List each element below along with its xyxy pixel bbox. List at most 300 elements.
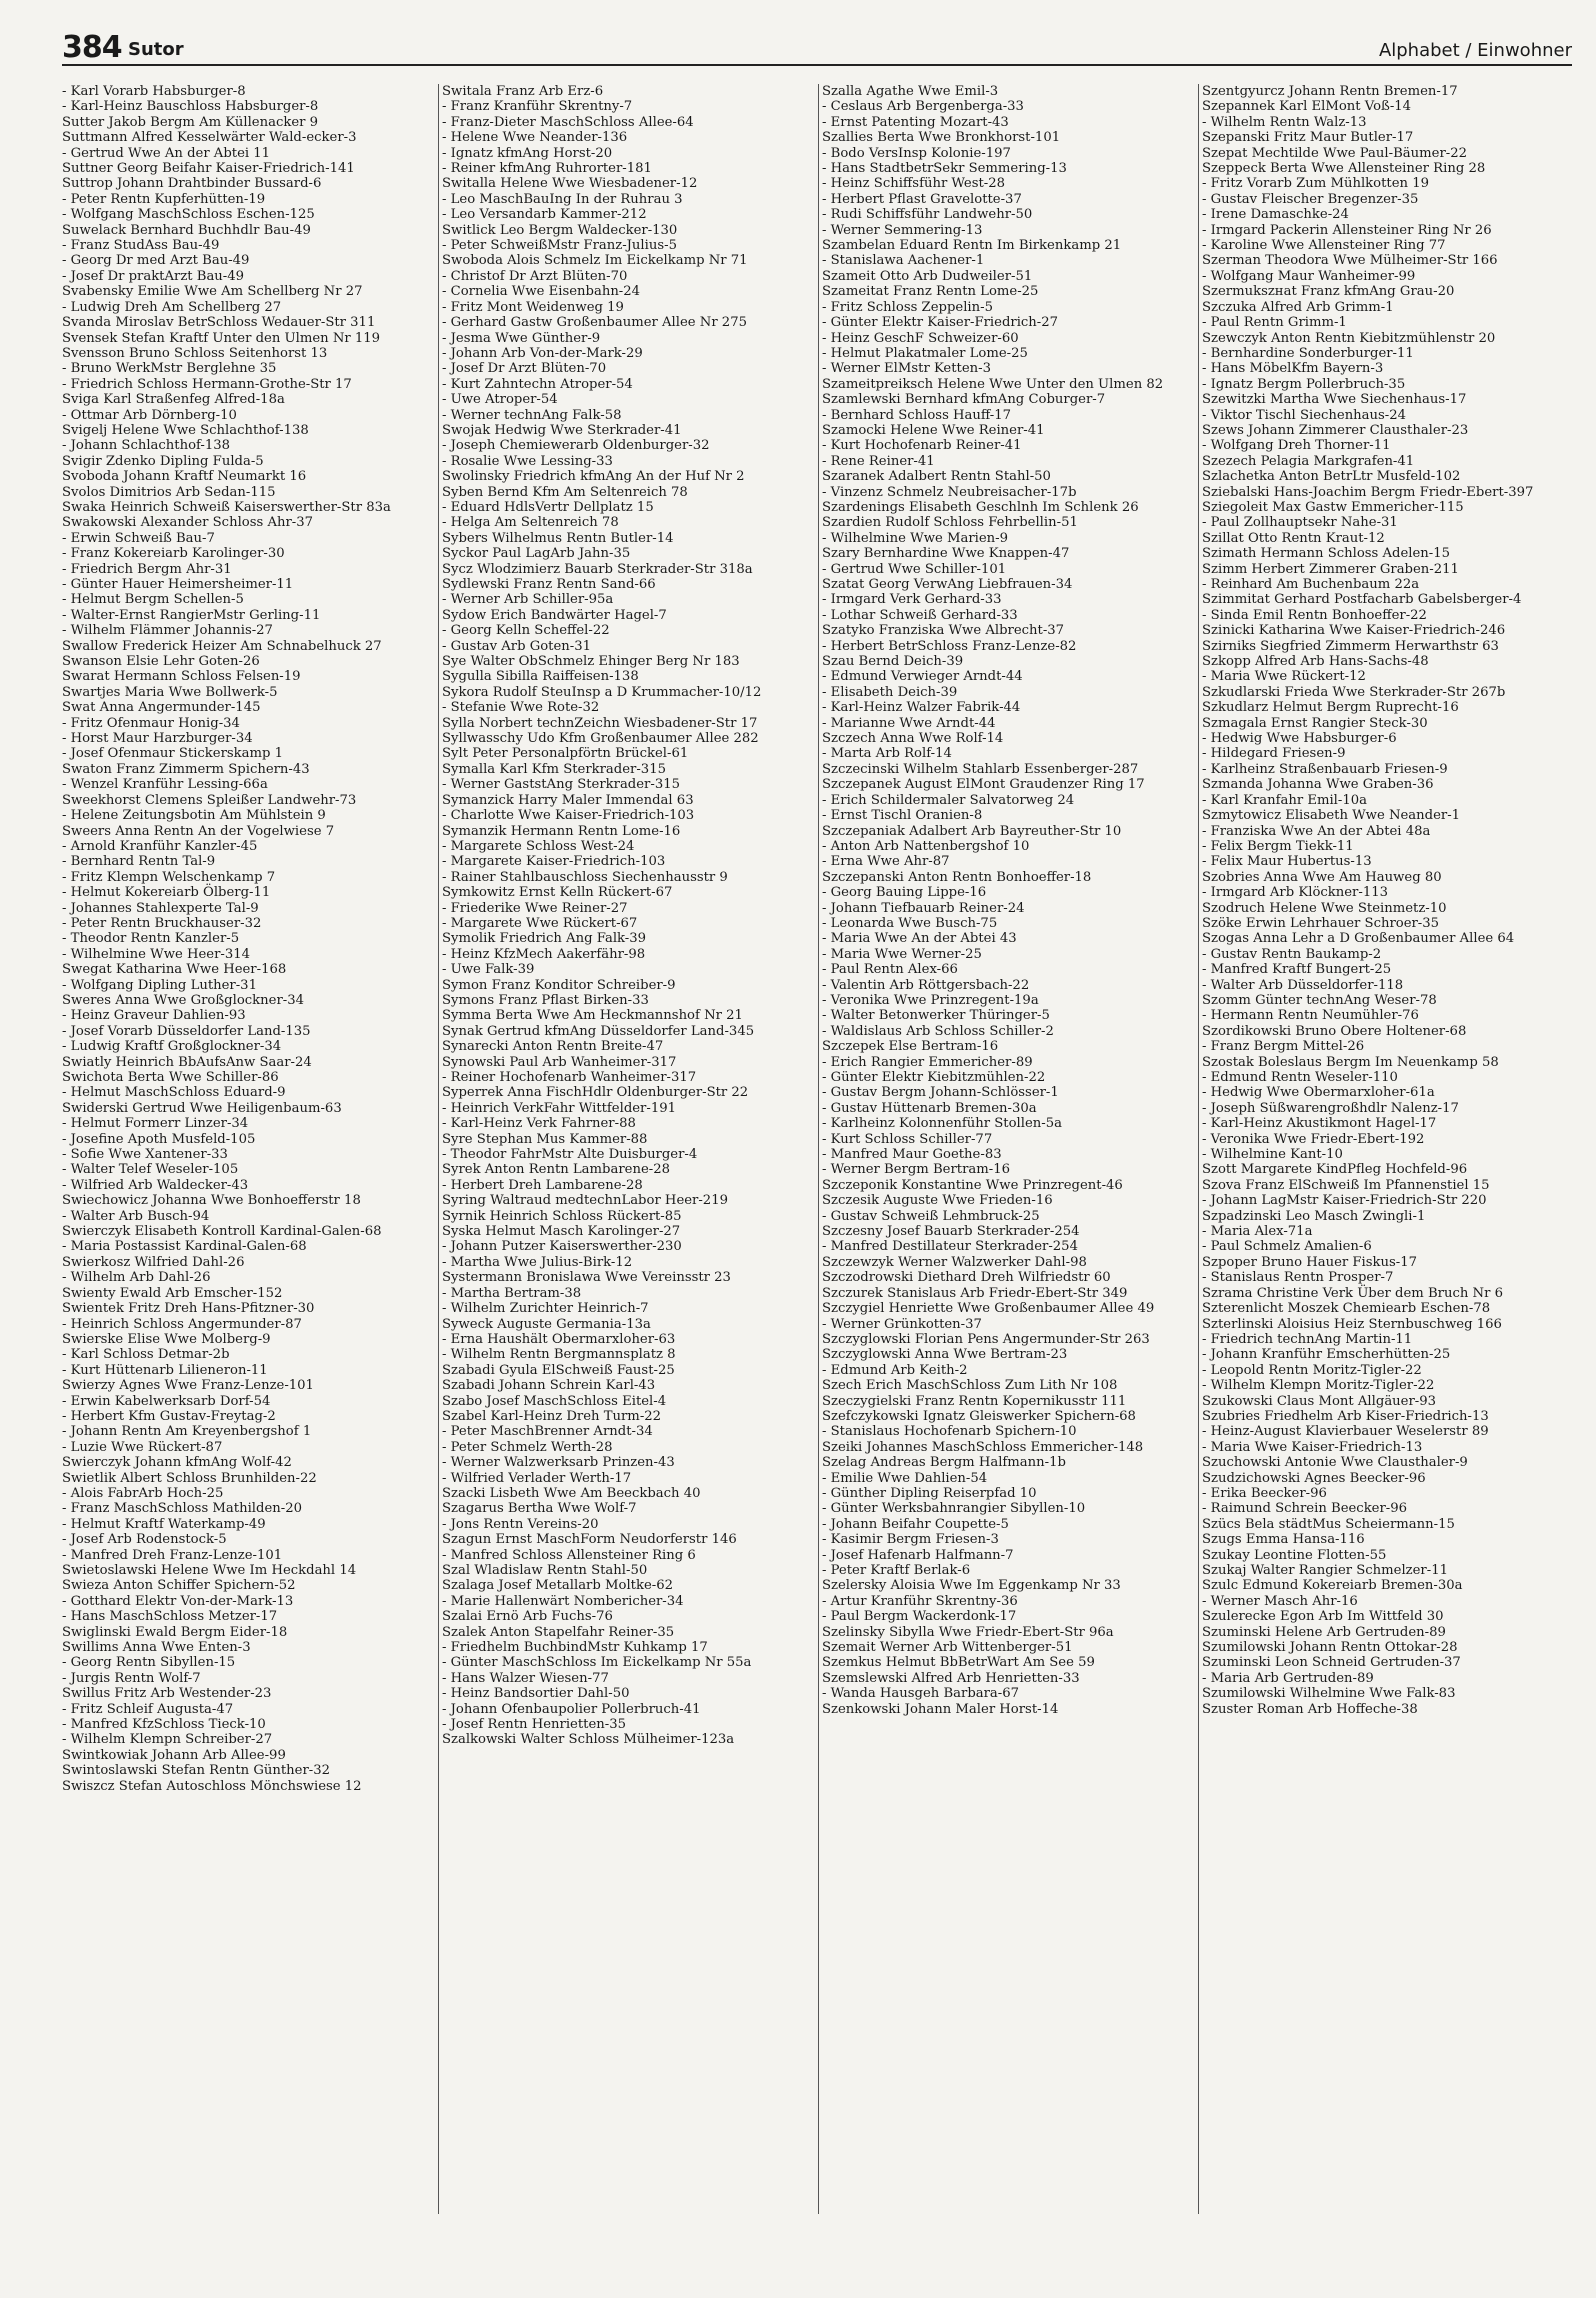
directory-entry: - Manfred Kraftf Bungert-25 [1202, 962, 1392, 978]
directory-entry: - Marie Hallenwärt Nombericher-34 [442, 1593, 684, 1609]
directory-entry: - Fritz Vorarb Zum Mühlkotten 19 [1202, 176, 1429, 192]
directory-entry: - Gertrud Wwe An der Abtei 11 [62, 145, 271, 161]
directory-entry: - Josefine Apoth Musfeld-105 [62, 1131, 256, 1147]
directory-entry: - Helmut Bergm Schellen-5 [62, 592, 244, 608]
directory-entry: - Günther Dipling Reiserpfad 10 [822, 1485, 1037, 1501]
directory-entry: - Veronika Wwe Prinzregent-19a [822, 992, 1039, 1008]
directory-entry: - Hedwig Wwe Obermarxloher-61a [1202, 1085, 1435, 1101]
directory-entry: - Johann Schlachthof-138 [62, 438, 231, 454]
directory-entry: - Günter Elektr Kaiser-Friedrich-27 [822, 315, 1059, 331]
directory-entry: Swiderski Gertrud Wwe Heiligenbaum-63 [62, 1100, 342, 1116]
directory-entry: Syben Bernd Kfm Am Seltenreich 78 [442, 484, 688, 500]
directory-entry: Szkudlarz Helmut Bergm Ruprecht-16 [1202, 700, 1459, 716]
directory-entry: - Leo MaschBauIng In der Ruhrau 3 [442, 191, 683, 207]
directory-entry: - Reiner kfmAng Ruhrorter-181 [442, 161, 652, 177]
directory-entry: - Wilfried Arb Waldecker-43 [62, 1177, 249, 1193]
directory-entry: Swieza Anton Schiffer Spichern-52 [62, 1578, 296, 1594]
directory-entry: - Jons Rentn Vereins-20 [442, 1516, 599, 1532]
directory-entry: - Edmund Verwieger Arndt-44 [822, 669, 1023, 685]
directory-entry: - Josef Hafenarb Halfmann-7 [822, 1547, 1014, 1563]
directory-entry: Szary Bernhardine Wwe Knappen-47 [822, 546, 1070, 562]
directory-entry: Swintoslawski Stefan Rentn Günther-32 [62, 1763, 331, 1779]
directory-entry: - Ottmar Arb Dörnberg-10 [62, 407, 237, 423]
directory-entry: Szova Franz ElSchweiß Im Pfannenstiel 15 [1202, 1177, 1490, 1193]
directory-entry: - Irmgard Verk Gerhard-33 [822, 592, 1002, 608]
directory-entry: - Wilhelm Flämmer Johannis-27 [62, 623, 273, 639]
directory-entry: - Gustav Fleischer Bregenzer-35 [1202, 191, 1419, 207]
directory-entry: Swillus Fritz Arb Westender-23 [62, 1686, 272, 1702]
directory-entry: Szeczygielski Franz Rentn Kopernikusstr 111 [822, 1393, 1127, 1409]
directory-entry: Szalla Agathe Wwe Emil-3 [822, 84, 999, 99]
directory-entry: Szeiki Johannes MaschSchloss Emmericher-148 [822, 1439, 1144, 1455]
directory-entry: - Sinda Emil Rentn Bonhoeffer-22 [1202, 607, 1427, 623]
directory-entry: Swichota Berta Wwe Schiller-86 [62, 1070, 279, 1085]
directory-entry: - Gotthard Elektr Von-der-Mark-13 [62, 1593, 294, 1609]
directory-entry: - Walter Telef Weseler-105 [62, 1162, 239, 1178]
directory-entry: - Walter Betonwerker Thüringer-5 [822, 1008, 1050, 1024]
directory-entry: - Fritz Mont Weidenweg 19 [442, 299, 624, 315]
directory-entry: - Wolfgang Maur Wanheimer-99 [1202, 268, 1416, 284]
directory-entry: - Bernhard Schloss Hauff-17 [822, 407, 1012, 423]
directory-entry: - Hermann Rentn Neumühler-76 [1202, 1008, 1419, 1024]
directory-entry: Syska Helmut Masch Karolinger-27 [442, 1224, 681, 1240]
directory-entry: - Gertrud Wwe Schiller-101 [822, 561, 1007, 577]
directory-entry: - Alois FabrArb Hoch-25 [62, 1485, 224, 1501]
directory-entry: Szelersky Aloisia Wwe Im Eggenkamp Nr 33 [822, 1578, 1121, 1594]
directory-entry: - Johann Tiefbauarb Reiner-24 [822, 900, 1025, 916]
directory-entry: Szatyko Franziska Wwe Albrecht-37 [822, 623, 1065, 639]
directory-entry: - Margarete Wwe Rückert-67 [442, 915, 638, 931]
directory-entry: - Anton Arb Nattenbergshof 10 [822, 838, 1030, 854]
directory-entry: Szczyglowski Florian Pens Angermunder-Str 263 [822, 1331, 1150, 1347]
directory-entry: - Peter Rentn Bruckhauser-32 [62, 915, 262, 931]
directory-entry: Swakowski Alexander Schloss Ahr-37 [62, 515, 314, 531]
directory-entry: - Werner Arb Schiller-95a [442, 592, 614, 608]
directory-entry: Szamlewski Bernhard kfmAng Coburger-7 [822, 392, 1106, 408]
directory-entry: - Ernst Tischl Oranien-8 [822, 808, 983, 824]
directory-entry: Systermann Bronislawa Wwe Vereinsstr 23 [442, 1270, 731, 1286]
directory-entry: Swoboda Alois Schmelz Im Eickelkamp Nr 71 [442, 253, 748, 269]
directory-entry: - Werner ElMstr Ketten-3 [822, 361, 991, 377]
directory-entry: Swiatly Heinrich BbAufsAnw Saar-24 [62, 1054, 312, 1070]
directory-entry: - Helmut Kokereiarb Ölberg-11 [62, 885, 271, 901]
directory-entry: - Helga Am Seltenreich 78 [442, 515, 619, 531]
directory-entry: Swierkosz Wilfried Dahl-26 [62, 1254, 245, 1270]
directory-entry: - Raimund Schrein Beecker-96 [1202, 1501, 1408, 1517]
directory-entry: - Kurt Schloss Schiller-77 [822, 1131, 993, 1147]
directory-entry: - Theodor Rentn Kanzler-5 [62, 931, 240, 947]
directory-entry: Syperrek Anna FischHdlr Oldenburger-Str 22 [442, 1085, 749, 1101]
directory-entry: Szalai Ernö Arb Fuchs-76 [442, 1609, 613, 1625]
directory-entry: Symma Berta Wwe Am Heckmannshof Nr 21 [442, 1008, 743, 1024]
directory-entry: - Wenzel Kranführ Lessing-66a [62, 777, 268, 793]
directory-entry: Swienty Ewald Arb Emscher-152 [62, 1285, 283, 1301]
directory-entry: Symanzick Harry Maler Immendal 63 [442, 792, 694, 808]
directory-entry: Szardien Rudolf Schloss Fehrbellin-51 [822, 515, 1078, 531]
directory-entry: Szczech Anna Wwe Rolf-14 [822, 731, 1004, 747]
directory-entry: - Joseph Süßwarengroßhdlr Nalenz-17 [1202, 1100, 1459, 1116]
directory-entry: Suwelack Bernhard Buchhdlr Bau-49 [62, 222, 311, 238]
directory-entry: - Arnold Kranführ Kanzler-45 [62, 838, 258, 854]
directory-entry: - Ludwig Kraftf Großglockner-34 [62, 1039, 282, 1055]
directory-entry: Sye Walter ObSchmelz Ehinger Berg Nr 183 [442, 654, 740, 670]
directory-entry: Suttmann Alfred Kesselwärter Wald-ecker-3 [62, 130, 357, 146]
directory-entry: Szczeponik Konstantine Wwe Prinzregent-46 [822, 1177, 1123, 1193]
directory-entry: - Karl-Heinz Walzer Fabrik-44 [822, 700, 1021, 716]
directory-entry: Szugs Emma Hansa-116 [1202, 1532, 1365, 1548]
directory-entry: - Artur Kranführ Skrentny-36 [822, 1593, 1018, 1609]
directory-entry: - Rudi Schiffsführ Landwehr-50 [822, 207, 1033, 223]
directory-entry: Szelinsky Sibylla Wwe Friedr-Ebert-Str 96a [822, 1624, 1114, 1640]
directory-entry: Szau Bernd Deich-39 [822, 654, 964, 670]
directory-entry: Szuster Roman Arb Hoffeche-38 [1202, 1701, 1418, 1717]
directory-entry: Sydlewski Franz Rentn Sand-66 [442, 577, 656, 592]
directory-entry: - Werner GaststAng Sterkrader-315 [442, 777, 680, 793]
directory-entry: Szuminski Leon Schneid Gertruden-37 [1202, 1655, 1461, 1671]
directory-entry: - Karl-Heinz Bauschloss Habsburger-8 [62, 99, 319, 115]
directory-entry: - Herbert Dreh Lambarene-28 [442, 1177, 643, 1193]
directory-entry: - Hans StadtbetrSekr Semmering-13 [822, 161, 1067, 177]
directory-entry: Szentgyurcz Johann Rentn Bremen-17 [1202, 84, 1458, 99]
directory-entry: - Peter MaschBrenner Arndt-34 [442, 1424, 653, 1440]
directory-entry: Szpadzinski Leo Masch Zwingli-1 [1202, 1208, 1426, 1224]
directory-entry: Szukay Leontine Flotten-55 [1202, 1547, 1387, 1563]
directory-entry: Szodruch Helene Wwe Steinmetz-10 [1202, 900, 1447, 916]
directory-entry: - Erich Rangier Emmericher-89 [822, 1054, 1033, 1070]
directory-entry: - Hans MöbelKfm Bayern-3 [1202, 361, 1384, 377]
directory-entry: - Peter Rentn Kupferhütten-19 [62, 191, 266, 207]
running-head-name: Sutor [128, 39, 184, 60]
directory-entry: - Wolfgang Dipling Luther-31 [62, 977, 257, 993]
directory-entry: - Franz-Dieter MaschSchloss Allee-64 [442, 114, 694, 130]
directory-entry: - Walter-Ernst RangierMstr Gerling-11 [62, 607, 321, 623]
directory-entry: - Maria Alex-71a [1202, 1224, 1313, 1240]
directory-entry: Szücs Bela städtMus Scheiermann-15 [1202, 1516, 1455, 1532]
directory-entry: Szczepek Else Bertram-16 [822, 1039, 999, 1055]
directory-entry: Szudzichowski Agnes Beecker-96 [1202, 1470, 1426, 1486]
directory-entry: Szermukszнаt Franz kfmAng Grau-20 [1202, 284, 1455, 300]
directory-entry: - Charlotte Wwe Kaiser-Friedrich-103 [442, 808, 695, 824]
directory-entry: Szukowski Claus Mont Allgäuer-93 [1202, 1393, 1437, 1409]
directory-entry: - Veronika Wwe Friedr-Ebert-192 [1202, 1131, 1425, 1147]
directory-entry: Szrama Christine Verk Über dem Bruch Nr 6 [1202, 1285, 1503, 1301]
directory-entry: Svensek Stefan Kraftf Unter den Ulmen Nr 119 [62, 330, 381, 346]
directory-entry: - Josef Ofenmaur Stickerskamp 1 [62, 746, 284, 762]
directory-entry: - Werner Grünkotten-37 [822, 1316, 982, 1332]
directory-entry: Szukaj Walter Rangier Schmelzer-11 [1202, 1563, 1448, 1578]
directory-entry: Szatat Georg VerwAng Liebfrauen-34 [822, 577, 1073, 592]
directory-entry: Sybers Wilhelmus Rentn Butler-14 [442, 530, 674, 546]
directory-entry: - Stanislaus Hochofenarb Spichern-10 [822, 1424, 1077, 1440]
directory-entry: - Rainer Stahlbauschloss Siechenhausstr 9 [442, 869, 728, 885]
directory-entry: Szambelan Eduard Rentn Im Birkenkamp 21 [822, 238, 1122, 254]
directory-entry: Switalla Helene Wwe Wiesbadener-12 [442, 176, 698, 192]
directory-entry: Szmagala Ernst Rangier Steck-30 [1202, 715, 1428, 731]
directory-entry: - Felix Bergm Tiekk-11 [1202, 838, 1354, 854]
directory-entry: - Ludwig Dreh Am Schellberg 27 [62, 299, 282, 315]
directory-entry: Szewczyk Anton Rentn Kiebitzmühlenstr 20 [1202, 330, 1496, 346]
directory-entry: - Erich Schildermaler Salvatorweg 24 [822, 792, 1075, 808]
directory-entry: - Wilhelm Klempn Schreiber-27 [62, 1732, 273, 1748]
column-2 [442, 84, 814, 2234]
directory-entry: - Bernhard Rentn Tal-9 [62, 854, 216, 870]
directory-entry: - Marianne Wwe Arndt-44 [822, 715, 996, 731]
directory-entry: Symanzik Hermann Rentn Lome-16 [442, 823, 681, 839]
directory-entry: - Josef Arb Rodenstock-5 [62, 1532, 227, 1548]
directory-entry: Synarecki Anton Rentn Breite-47 [442, 1039, 664, 1055]
directory-entry: Szmytowicz Elisabeth Wwe Neander-1 [1202, 808, 1461, 824]
directory-entry: Swaka Heinrich Schweiß Kaiserswerther-Str 83a [62, 499, 391, 515]
directory-entry: - Friedhelm BuchbindMstr Kuhkamp 17 [442, 1640, 708, 1656]
directory-entry: - Peter SchweißMstr Franz-Julius-5 [442, 238, 677, 254]
directory-entry: - Fritz Ofenmaur Honig-34 [62, 715, 240, 731]
directory-entry: - Bruno WerkMstr Berglehne 35 [62, 361, 277, 377]
directory-entry: Szameitpreiksch Helene Wwe Unter den Ulmen 82 [822, 376, 1164, 392]
directory-entry: - Paul Zollhauptsekr Nahe-31 [1202, 515, 1398, 531]
directory-entry: Szostak Boleslaus Bergm Im Neuenkamp 58 [1202, 1054, 1499, 1070]
directory-entry: - Helene Zeitungsbotin Am Mühlstein 9 [62, 808, 326, 824]
directory-entry: Szillat Otto Rentn Kraut-12 [1202, 530, 1385, 546]
header-rule [62, 64, 1572, 66]
directory-entry: - Maria Wwe Kaiser-Friedrich-13 [1202, 1439, 1423, 1455]
directory-entry: Szkopp Alfred Arb Hans-Sachs-48 [1202, 654, 1429, 670]
directory-entry: Sykora Rudolf SteuInsp a D Krummacher-10/12 [442, 684, 762, 700]
directory-entry: Szenkowski Johann Maler Horst-14 [822, 1701, 1059, 1717]
directory-entry: Szewitzki Martha Wwe Siechenhaus-17 [1202, 392, 1467, 408]
directory-entry: - Johann Ofenbaupolier Pollerbruch-41 [442, 1701, 701, 1717]
directory-entry: - Friedrich Bergm Ahr-31 [62, 561, 232, 577]
directory-entry: Szepat Mechtilde Wwe Paul-Bäumer-22 [1202, 145, 1467, 161]
directory-entry: Sylt Peter Personalpförtn Brückel-61 [442, 746, 689, 762]
directory-entry: Suttrop Johann Drahtbinder Bussard-6 [62, 176, 322, 192]
directory-entry: Szmanda Johanna Wwe Graben-36 [1202, 777, 1434, 793]
directory-entry: - Helene Wwe Neander-136 [442, 130, 628, 146]
directory-entry: Synak Gertrud kfmAng Düsseldorfer Land-345 [442, 1023, 755, 1039]
directory-entry: Swierske Elise Wwe Molberg-9 [62, 1331, 271, 1347]
directory-entry: Szogas Anna Lehr a D Großenbaumer Allee 64 [1202, 931, 1515, 947]
directory-entry: Szulerecke Egon Arb Im Wittfeld 30 [1202, 1609, 1444, 1625]
directory-entry: Sziegoleit Max Gastw Emmericher-115 [1202, 499, 1464, 515]
directory-entry: - Ernst Patenting Mozart-43 [822, 114, 1009, 130]
directory-entry: - Martha Bertram-38 [442, 1285, 582, 1301]
directory-entry: - Marta Arb Rolf-14 [822, 746, 952, 762]
directory-entry: - Erwin Schweiß Bau-7 [62, 530, 215, 546]
directory-entry: - Fritz Klempn Welschenkamp 7 [62, 869, 276, 885]
directory-entry: - Wilhelmine Kant-10 [1202, 1147, 1343, 1163]
directory-entry: Szalaga Josef Metallarb Moltke-62 [442, 1578, 673, 1594]
column-divider [438, 84, 439, 2214]
directory-entry: Swallow Frederick Heizer Am Schnabelhuck 27 [62, 638, 382, 654]
directory-entry: Swojak Hedwig Wwe Sterkrader-41 [442, 422, 682, 438]
directory-entry: Szkudlarski Frieda Wwe Sterkrader-Str 267b [1202, 684, 1506, 700]
directory-entry: Szczyglowski Anna Wwe Bertram-23 [822, 1347, 1068, 1363]
directory-entry: - Herbert Kfm Gustav-Freytag-2 [62, 1408, 276, 1424]
directory-entry: Szczepanek August ElMont Graudenzer Ring 17 [822, 777, 1145, 793]
directory-entry: - Vinzenz Schmelz Neubreisacher-17b [822, 484, 1077, 500]
directory-entry: Symon Franz Konditor Schreiber-9 [442, 977, 676, 993]
directory-entry: Szomm Günter technAng Weser-78 [1202, 992, 1437, 1008]
page-number: 384 [62, 30, 122, 65]
directory-entry: - Gerhard Gastw Großenbaumer Allee Nr 275 [442, 315, 747, 331]
directory-entry: - Reiner Hochofenarb Wanheimer-317 [442, 1070, 697, 1085]
directory-entry: Szemkus Helmut BbBetrWart Am See 59 [822, 1655, 1095, 1671]
directory-entry: Swintkowiak Johann Arb Allee-99 [62, 1747, 286, 1763]
directory-entry: Szczuka Alfred Arb Grimm-1 [1202, 299, 1394, 315]
directory-entry: - Sofie Wwe Xantener-33 [62, 1147, 228, 1163]
directory-entry: - Heinz KfzMech Aakerfähr-98 [442, 946, 646, 962]
directory-entry: Szezech Pelagia Markgrafen-41 [1202, 453, 1415, 469]
directory-entry: Szabadi Gyula ElSchweiß Faust-25 [442, 1362, 675, 1378]
directory-entry: Syre Stephan Mus Kammer-88 [442, 1131, 648, 1147]
directory-entry: - Felix Maur Hubertus-13 [1202, 854, 1372, 870]
directory-entry: Swierczyk Johann kfmAng Wolf-42 [62, 1455, 292, 1471]
directory-entry: Szlachetka Anton BetrLtr Musfeld-102 [1202, 469, 1461, 485]
directory-entry: - Friederike Wwe Reiner-27 [442, 900, 628, 916]
section-title: Alphabet / Einwohner [1378, 40, 1572, 61]
directory-entry: Szirniks Siegfried Zimmerm Herwarthstr 63 [1202, 638, 1499, 654]
directory-entry: - Friedrich technAng Martin-11 [1202, 1331, 1413, 1347]
directory-entry: - Georg Bauing Lippe-16 [822, 885, 987, 901]
directory-entry: - Karlheinz Kolonnenführ Stollen-5a [822, 1116, 1062, 1132]
directory-entry: - Johann Kranführ Emscherhütten-25 [1202, 1347, 1451, 1363]
directory-entry: Sycz Wlodzimierz Bauarb Sterkrader-Str 318a [442, 561, 753, 577]
directory-entry: - Manfred Dreh Franz-Lenze-101 [62, 1547, 283, 1563]
directory-entry: - Fritz Schleif Augusta-47 [62, 1701, 234, 1717]
directory-entry: - Georg Dr med Arzt Bau-49 [62, 253, 250, 269]
directory-entry: Syring Waltraud medtechnLabor Heer-219 [442, 1193, 728, 1209]
directory-entry: Swaton Franz Zimmerm Spichern-43 [62, 761, 310, 777]
directory-entry: - Werner Semmering-13 [822, 222, 983, 238]
directory-entry: Swartjes Maria Wwe Bollwerk-5 [62, 684, 278, 700]
directory-entry: Szameit Otto Arb Dudweiler-51 [822, 268, 1033, 284]
directory-entry: Sziebalski Hans-Joachim Bergm Friedr-Ebert-397 [1202, 484, 1534, 500]
directory-entry: - Josef Vorarb Düsseldorfer Land-135 [62, 1023, 311, 1039]
directory-entry: Swillims Anna Wwe Enten-3 [62, 1640, 251, 1656]
directory-entry: - Helmut Plakatmaler Lome-25 [822, 345, 1028, 361]
directory-entry: - Hedwig Wwe Habsburger-6 [1202, 731, 1397, 747]
directory-entry: Swietoslawski Helene Wwe Im Heckdahl 14 [62, 1563, 357, 1578]
directory-entry: - Margarete Kaiser-Friedrich-103 [442, 854, 666, 870]
directory-entry: Swarat Hermann Schloss Felsen-19 [62, 669, 301, 685]
directory-entry: - Stanislaus Rentn Prosper-7 [1202, 1270, 1394, 1286]
directory-entry: - Walter Arb Busch-94 [62, 1208, 210, 1224]
directory-entry: - Wilhelmine Wwe Heer-314 [62, 946, 251, 962]
directory-entry: - Christof Dr Arzt Blüten-70 [442, 268, 628, 284]
directory-entry: Szeppeck Berta Wwe Allensteiner Ring 28 [1202, 161, 1486, 177]
directory-entry: Syrek Anton Rentn Lambarene-28 [442, 1162, 670, 1178]
directory-entry: - Viktor Tischl Siechenhaus-24 [1202, 407, 1407, 423]
directory-entry: - Georg Rentn Sibyllen-15 [62, 1655, 236, 1671]
directory-entry: - Heinrich VerkFahr Wittfelder-191 [442, 1100, 676, 1116]
directory-entry: - Gustav Rentn Baukamp-2 [1202, 946, 1382, 962]
directory-entry: Szal Wladislaw Rentn Stahl-50 [442, 1563, 648, 1578]
directory-entry: - Erika Beecker-96 [1202, 1485, 1327, 1501]
directory-entry: Svensson Bruno Schloss Seitenhorst 13 [62, 345, 328, 361]
directory-entry: - Franz StudAss Bau-49 [62, 238, 220, 254]
directory-entry: - Waldislaus Arb Schloss Schiller-2 [822, 1023, 1054, 1039]
directory-entry: Sydow Erich Bandwärter Hagel-7 [442, 607, 667, 623]
directory-entry: - Heinz Bandsortier Dahl-50 [442, 1686, 630, 1702]
directory-entry: Swierzy Agnes Wwe Franz-Lenze-101 [62, 1378, 314, 1394]
directory-entry: - Günter MaschSchloss Im Eickelkamp Nr 55a [442, 1655, 752, 1671]
directory-entry: - Peter Kraftf Berlak-6 [822, 1563, 971, 1578]
directory-entry: - Jurgis Rentn Wolf-7 [62, 1670, 201, 1686]
directory-entry: Szterenlicht Moszek Chemiearb Eschen-78 [1202, 1301, 1491, 1317]
directory-entry: Syrnik Heinrich Schloss Rückert-85 [442, 1208, 682, 1224]
directory-entry: - Heinz Schiffsführ West-28 [822, 176, 1006, 192]
directory-entry: - Maria Postassist Kardinal-Galen-68 [62, 1239, 307, 1255]
directory-entry: - Hans MaschSchloss Metzer-17 [62, 1609, 278, 1625]
directory-entry: Szabo Josef MaschSchloss Eitel-4 [442, 1393, 667, 1409]
directory-entry: Szerman Theodora Wwe Mülheimer-Str 166 [1202, 253, 1498, 269]
directory-entry: Szagarus Bertha Wwe Wolf-7 [442, 1501, 637, 1517]
directory-entry: - Hans Walzer Wiesen-77 [442, 1670, 609, 1686]
directory-entry: - Ignatz Bergm Pollerbruch-35 [1202, 376, 1406, 392]
directory-entry: - Fritz Schloss Zeppelin-5 [822, 299, 993, 315]
directory-entry: - Johann LagMstr Kaiser-Friedrich-Str 220 [1202, 1193, 1487, 1209]
directory-entry: Svanda Miroslav BetrSchloss Wedauer-Str 311 [62, 315, 376, 331]
directory-entry: Szöke Erwin Lehrhauer Schroer-35 [1202, 915, 1440, 931]
directory-entry: Szott Margarete KindPfleg Hochfeld-96 [1202, 1162, 1468, 1178]
directory-entry: - Leonarda Wwe Busch-75 [822, 915, 998, 931]
directory-entry: - Hildegard Friesen-9 [1202, 746, 1346, 762]
directory-entry: - Karl Schloss Detmar-2b [62, 1347, 230, 1363]
directory-entry: - Erwin Kabelwerksarb Dorf-54 [62, 1393, 271, 1409]
directory-entry: Szamocki Helene Wwe Reiner-41 [822, 422, 1045, 438]
directory-entry: Szimm Herbert Zimmerer Graben-211 [1202, 561, 1459, 577]
directory-entry: - Werner Masch Ahr-16 [1202, 1593, 1358, 1609]
directory-entry: - Wolfgang MaschSchloss Eschen-125 [62, 207, 315, 223]
directory-entry: - Heinrich Schloss Angermunder-87 [62, 1316, 302, 1332]
directory-entry: Swanson Elsie Lehr Goten-26 [62, 654, 260, 670]
directory-entry: - Johann Beifahr Coupette-5 [822, 1516, 1009, 1532]
directory-entry: - Emilie Wwe Dahlien-54 [822, 1470, 988, 1486]
directory-entry: Szameitat Franz Rentn Lome-25 [822, 284, 1039, 300]
directory-entry: Swolinsky Friedrich kfmAng An der Huf Nr 2 [442, 469, 745, 485]
directory-entry: - Karl Vorarb Habsburger-8 [62, 84, 246, 99]
directory-entry: - Günter Werksbahnrangier Sibyllen-10 [822, 1501, 1086, 1517]
directory-entry: Szumilowski Johann Rentn Ottokar-28 [1202, 1640, 1458, 1656]
directory-entry: - Karl Kranfahr Emil-10a [1202, 792, 1367, 808]
directory-entry: Svolos Dimitrios Arb Sedan-115 [62, 484, 276, 500]
directory-entry: - Gustav Arb Goten-31 [442, 638, 592, 654]
directory-entry: Szelag Andreas Bergm Halfmann-1b [822, 1455, 1066, 1471]
directory-entry: Szepannek Karl ElMont Voß-14 [1202, 99, 1412, 115]
directory-entry: - Franziska Wwe An der Abtei 48a [1202, 823, 1431, 839]
directory-entry: Szobries Anna Wwe Am Hauweg 80 [1202, 869, 1442, 885]
directory-entry: Svigelj Helene Wwe Schlachthof-138 [62, 422, 309, 438]
directory-entry: Sweers Anna Rentn An der Vogelwiese 7 [62, 823, 335, 839]
column-4 [1202, 84, 1574, 2234]
directory-entry: - Wilhelm Klempn Moritz-Tigler-22 [1202, 1378, 1435, 1394]
directory-entry: - Wilhelm Arb Dahl-26 [62, 1270, 211, 1286]
directory-entry: - Reinhard Am Buchenbaum 22a [1202, 577, 1420, 592]
directory-entry: - Eduard HdlsVertr Dellplatz 15 [442, 499, 654, 515]
directory-entry: Sylla Norbert technZeichn Wiesbadener-Str 17 [442, 715, 758, 731]
directory-entry: - Uwe Atroper-54 [442, 392, 558, 408]
directory-entry: Swierczyk Elisabeth Kontroll Kardinal-Galen-68 [62, 1224, 382, 1240]
directory-entry: Syllwasschy Udo Kfm Großenbaumer Allee 282 [442, 731, 759, 747]
directory-entry: - Joseph Chemiewerarb Oldenburger-32 [442, 438, 710, 454]
directory-entry: - Manfred Destillateur Sterkrader-254 [822, 1239, 1078, 1255]
directory-entry: Szczesny Josef Bauarb Sterkrader-254 [822, 1224, 1080, 1240]
directory-entry: Szczepanski Anton Rentn Bonhoeffer-18 [822, 869, 1092, 885]
directory-entry: Szterlinski Aloisius Heiz Sternbuschweg 166 [1202, 1316, 1502, 1332]
directory-entry: - Karoline Wwe Allensteiner Ring 77 [1202, 238, 1446, 254]
directory-entry: Switala Franz Arb Erz-6 [442, 84, 604, 99]
directory-entry: Szaranek Adalbert Rentn Stahl-50 [822, 469, 1051, 485]
directory-entry: - Johannes Stahlexperte Tal-9 [62, 900, 259, 916]
